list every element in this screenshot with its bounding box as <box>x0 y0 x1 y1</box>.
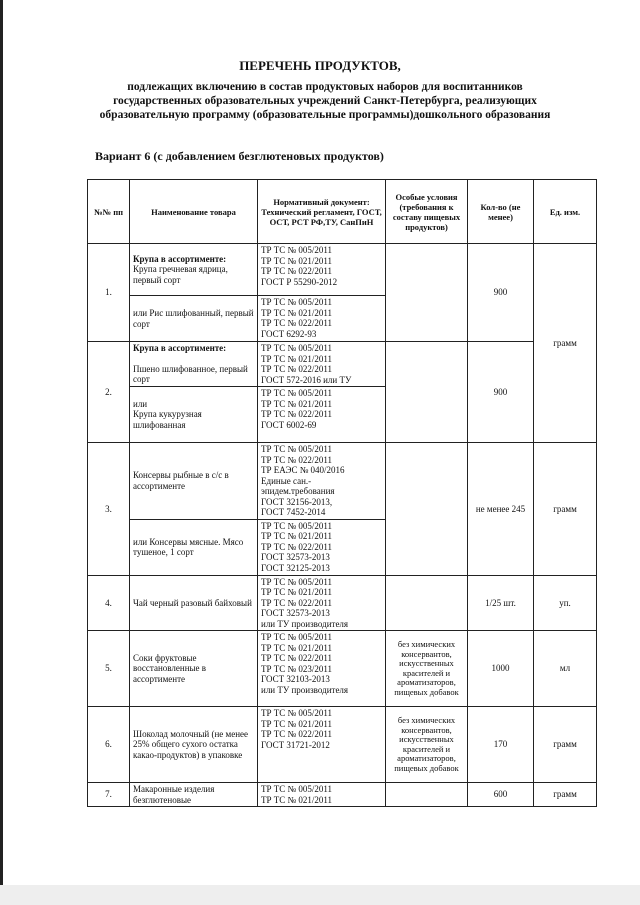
product-name-cell <box>130 244 258 296</box>
product-name: Крупа гречневая ядрица, первый сорт <box>133 264 228 285</box>
product-doc: ТР ТС № 005/2011 ТР ТС № 021/2011 ТР ТС № 022/2011 ТР ТС № 023/2011 ГОСТ 32103-2013 или ТУ производителя <box>258 631 386 707</box>
row-num: 1. <box>88 244 130 342</box>
document-title: ПЕРЕЧЕНЬ ПРОДУКТОВ, <box>239 58 401 73</box>
product-name: Соки фруктовые восстановленные в ассортименте <box>130 631 258 707</box>
row-num: 5. <box>88 631 130 707</box>
table-row <box>88 342 597 387</box>
product-name: Чай черный разовый байховый <box>130 575 258 631</box>
row-num: 7. <box>88 783 130 807</box>
header-name: Наименование товара <box>130 180 258 244</box>
product-quantity: 1000 <box>468 631 534 707</box>
product-group-label: Крупа в ассортименте: <box>133 343 227 353</box>
header-doc: Нормативный документ: Технический регламент, ГОСТ, ОСТ, РСТ РФ,ТУ, СанПиН <box>258 180 386 244</box>
header-conditions: Особые условия (требования к составу пищевых продуктов) <box>386 180 468 244</box>
header-quantity: Кол-во (не менее) <box>468 180 534 244</box>
table-row <box>88 575 597 631</box>
row-num: 2. <box>88 342 130 443</box>
product-unit: грамм <box>534 707 597 783</box>
product-conditions <box>386 342 468 443</box>
product-quantity: 170 <box>468 707 534 783</box>
product-conditions <box>386 783 468 807</box>
product-doc: ТР ТС № 005/2011 ТР ТС № 021/2011 ТР ТС № 022/2011 ГОСТ 31721-2012 <box>258 707 386 783</box>
product-conditions: без химических консервантов, искусственных красителей и ароматизаторов, пищевых добавок <box>386 707 468 783</box>
header-num: №№ пп <box>88 180 130 244</box>
product-unit: грамм <box>534 783 597 807</box>
products-table <box>87 179 597 807</box>
table-row <box>88 783 597 807</box>
page-bottom-margin <box>0 885 640 905</box>
product-name: Макаронные изделия безглютеновые <box>130 783 258 807</box>
product-quantity: 900 <box>468 244 534 342</box>
table-row <box>88 244 597 296</box>
product-doc: ТР ТС № 005/2011 ТР ТС № 021/2011 ТР ТС № 022/2011 ГОСТ 572-2016 или ТУ <box>258 342 386 387</box>
product-unit: грамм <box>534 443 597 576</box>
table-row <box>88 707 597 783</box>
product-doc: ТР ТС № 005/2011 ТР ТС № 022/2011 ТР ЕАЭС № 040/2016 Единые сан.-эпидем.требования ГОСТ 32156-2013, ГОСТ 7452-2014 <box>258 443 386 520</box>
table-header-row <box>88 180 597 244</box>
product-name: Консервы рыбные в с/с в ассортименте <box>130 443 258 520</box>
row-num: 6. <box>88 707 130 783</box>
product-doc: ТР ТС № 005/2011 ТР ТС № 021/2011 ТР ТС № 022/2011 ГОСТ 6292-93 <box>258 296 386 342</box>
row-num: 3. <box>88 443 130 576</box>
product-conditions <box>386 244 468 342</box>
document-subtitle: подлежащих включению в состав продуктовых наборов для воспитанников государственных образовательных учреждений Санкт-Петербурга, реализующих образовательную программу (образовательные программы)дошкольного образования <box>99 81 551 121</box>
product-doc: ТР ТС № 005/2011 ТР ТС № 021/2011 ТР ТС № 022/2011 ГОСТ 32573-2013 или ТУ производителя <box>258 575 386 631</box>
variant-heading: Вариант 6 (с добавлением безглютеновых продуктов) <box>95 149 384 163</box>
product-unit: уп. <box>534 575 597 631</box>
product-unit: грамм <box>534 244 597 443</box>
product-doc: ТР ТС № 005/2011 ТР ТС № 021/2011 <box>258 783 386 807</box>
product-group-label: Крупа в ассортименте: <box>133 253 227 264</box>
scan-edge <box>0 0 3 905</box>
product-quantity: 900 <box>468 342 534 443</box>
header-unit: Ед. изм. <box>534 180 597 244</box>
product-name: или Консервы мясные. Мясо тушеное, 1 сорт <box>130 519 258 575</box>
product-doc: ТР ТС № 005/2011 ТР ТС № 021/2011 ТР ТС № 022/2011 ГОСТ 6002-69 <box>258 387 386 443</box>
product-doc: ТР ТС № 005/2011 ТР ТС № 021/2011 ТР ТС № 022/2011 ГОСТ 32573-2013 ГОСТ 32125-2013 <box>258 519 386 575</box>
product-doc: ТР ТС № 005/2011 ТР ТС № 021/2011 ТР ТС № 022/2011 ГОСТ Р 55290-2012 <box>258 244 386 296</box>
product-quantity: 1/25 шт. <box>468 575 534 631</box>
row-num: 4. <box>88 575 130 631</box>
product-quantity: не менее 245 <box>468 443 534 576</box>
product-conditions <box>386 575 468 631</box>
product-name: Пшено шлифованное, первый сорт <box>133 363 248 384</box>
table-row <box>88 443 597 520</box>
product-name: или Рис шлифованный, первый сорт <box>130 296 258 342</box>
product-name: Шоколад молочный (не менее 25% общего сухого остатка какао-продуктов) в упаковке <box>130 707 258 783</box>
product-name: или Крупа кукурузная шлифованная <box>130 387 258 443</box>
product-quantity: 600 <box>468 783 534 807</box>
product-name-cell <box>130 342 258 387</box>
product-conditions <box>386 443 468 576</box>
table-row <box>88 631 597 707</box>
product-unit: мл <box>534 631 597 707</box>
product-conditions: без химических консервантов, искусственных красителей и ароматизаторов, пищевых добавок <box>386 631 468 707</box>
